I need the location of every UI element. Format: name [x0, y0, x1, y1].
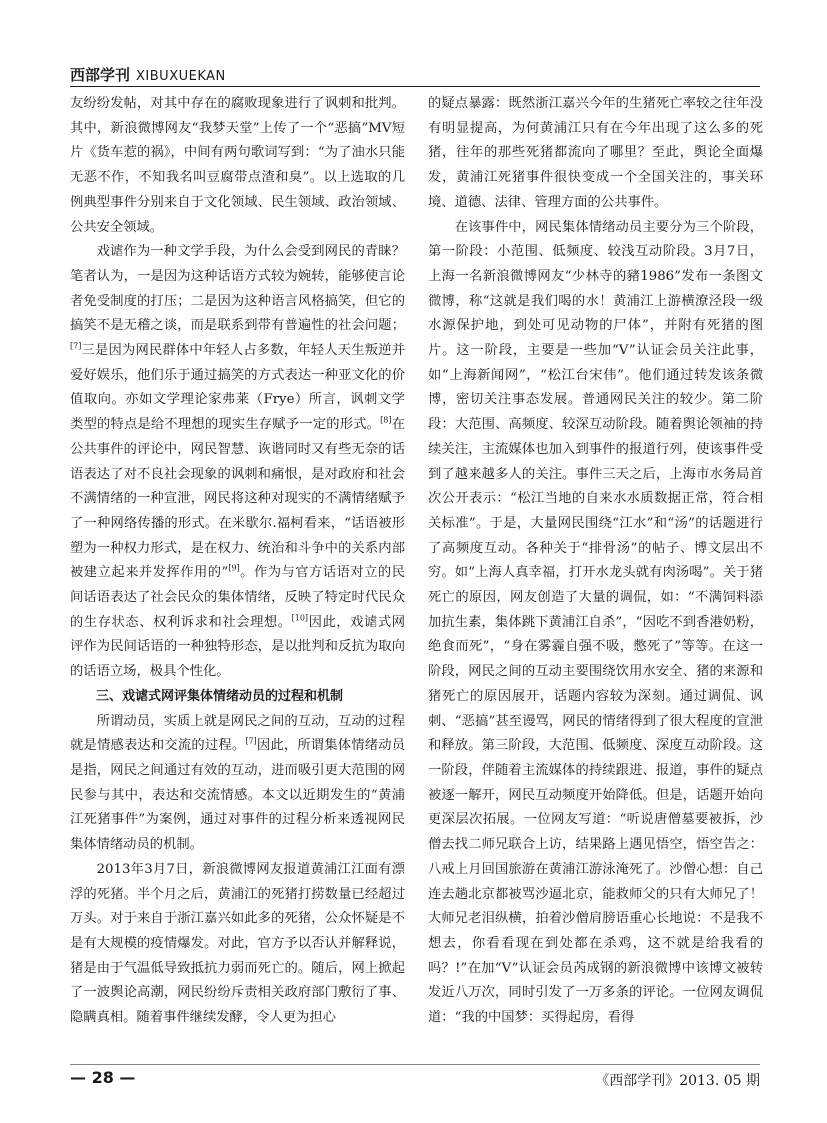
page-number: — 28 —: [70, 1068, 136, 1087]
footer-rule: [70, 1064, 760, 1065]
page-footer: [70, 1068, 760, 1094]
right-paragraph-1: 的疑点暴露：既然浙江嘉兴今年的生猪死亡率较之往年没有明显提高，为何黄浦江只有在今年出现了这么多的死猪，往年的那些死猪都流向了哪里？至此，舆论全面爆发，黄浦江死猪事件很快变成一个全国关注的，事关环境、道德、法律、管理方面的公共事件。: [428, 96, 763, 210]
citation: [7]: [245, 736, 257, 746]
right-paragraph-2: 在该事件中，网民集体情绪动员主要分为三个阶段，第一阶段：小范围、低频度、较浅互动阶段。3月7日，上海一名新浪微博网友“少林寺的豬1986”发布一条图文微博，称“这就是我们喝的水！黄浦江上游横潦泾段一级水源保护地，到处可见动物的尸体”，并附有死猪的图片。这一阶段，主要是一些加“V”认证会员关注此事，如“上海新闻网”，“松江台宋伟”。他们通过转发该条微博，密切关注事态发展。普通网民关注的较少。第二阶段：大范围、高频度、较深互动阶段。随着舆论领袖的持续关注，主流媒体也加入到事件的报道行列，使该事件受到了越来越多人的关注。事件三天之后，上海市水务局首次公开表示：“松江当地的自来水水质数据正常，符合相关标准”。于是，大量网民围绕“江水”和“汤”的话题进行了高频度互动。各种关于“排骨汤”的帖子、博文层出不穷。如“上海人真幸福，打开水龙头就有肉汤喝”。关于猪死亡的原因，网友创造了大量的调侃，如：“不满饲料添加抗生素，集体跳下黄浦江自杀”，“因吃不到香港奶粉，绝食而死”，“身在雾霾自强不吸，憋死了”等等。在这一阶段，网民之间的互动主要围绕饮用水安全、猪的来源和猪死亡的原因展开，话题内容较为深刻。通过调侃、讽刺、“恶搞”甚至谩骂，网民的情绪得到了很大程度的宣泄和释放。第三阶段，大范围、低频度、深度互动阶段。这一阶段，伴随着主流媒体的持续跟进、报道，事件的疑点被逐一解开，网民互动频度开始降低。但是，话题开始向更深层次拓展。一位网友写道：“听说唐僧墓要被拆，沙僧去找二师兄联合上访，结果路上遇见悟空，悟空告之：八戒上月回国旅游在黄浦江游泳淹死了。沙僧心想：自己连去趟北京都被骂沙逼北京，能救师父的只有大师兄了！大师兄老泪纵横，拍着沙僧肩膀语重心长地说：不是我不想去，你看看现在到处都在杀鸡，这不就是给我看的吗？!”在加“V”认证会员芮成钢的新浪微博中该博文被转发近八万次，同时引发了一万多条的评论。一位网友调侃道：“我的中国梦：买得起房，看得: [428, 219, 763, 1026]
left-paragraph-1: 友纷纷发帖，对其中存在的腐败现象进行了讽刺和批判。其中，新浪微博网友“我梦天堂”上传了一个“恶搞”MV短片《货车惹的祸》，中间有两句歌词写到：“为了油水只能无恶不作，不知我名叫豆腐带点渣和臭”。以上选取的几例典型事件分别来自于文化领域、民生领域、政治领域、公共安全领域。: [70, 96, 405, 235]
citation: [9]: [228, 563, 240, 573]
section-heading: 三、戏谑式网评集体情绪动员的过程和机制: [96, 688, 344, 704]
journal-title-en: XIBUXUEKAN: [136, 69, 226, 84]
left-paragraph-2: 戏谑作为一种文学手段，为什么会受到网民的青睐？笔者认为，一是因为这种话语方式较为婉转，能够使言论者免受制度的打压；二是因为这种语言风格搞笑，但它的搞笑不是无稽之谈，而是联系到带有普遍性的社会问题；[7]三是因为网民群体中年轻人占多数，年轻人天生叛逆并爱好娱乐，他们乐于通过搞笑的方式表达一种亚文化的价值取向。亦如文学理论家弗莱（Frye）所言，讽刺文学类型的特点是给不理想的现实生存赋予一定的形式。[8]在公共事件的评论中，网民智慧、诙谐同时又有些无奈的话语表达了对不良社会现象的讽刺和痛恨，是对政府和社会不满情绪的一种宣泄，网民将这种对现实的不满情绪赋予了一种网络传播的形式。在米歇尔.福柯看来，“话语被形塑为一种权力形式，是在权力、统治和斗争中的关系内部被建立起来并发挥作用的”[9]。作为与官方话语对立的民间话语表达了社会民众的集体情绪，反映了特定时代民众的生存状态、权利诉求和社会理想。[10]因此，戏谑式网评作为民间话语的一种独特形态，是以批判和反抗为取向的话语立场，极具个性化。: [70, 244, 406, 680]
citation: [10]: [291, 613, 309, 623]
left-paragraph-3: 所谓动员，实质上就是网民之间的互动，互动的过程就是情感表达和交流的过程。[7]因此，所谓集体情绪动员是指，网民之间通过有效的互动，进而吸引更大范围的网民参与其中，表达和交流情感。本文以近期发生的“黄浦江死猪事件”为案例，通过对事件的过程分析来透视网民集体情绪动员的机制。: [70, 713, 406, 853]
left-column: [70, 92, 405, 1031]
citation: [7]: [70, 341, 82, 351]
running-header: [70, 64, 760, 86]
issue-info: 《西部学刊》2013. 05 期: [595, 1073, 760, 1089]
citation: [8]: [380, 415, 392, 425]
left-paragraph-4: 2013年3月7日，新浪微博网友报道黄浦江江面有漂浮的死猪。半个月之后，黄浦江的死猪打捞数量已经超过万头。对于来自于浙江嘉兴如此多的死猪，公众怀疑是不是有大规模的疫情爆发。对此，官方予以否认并解释说，猪是由于气温低导致抵抗力弱而死亡的。随后，网上掀起了一波舆论高潮，网民纷纷斥责相关政府部门敷衍了事、隐瞒真相。随着事件继续发酵，令人更为担心: [70, 861, 405, 1026]
journal-title-cn: 西部学刊: [70, 66, 131, 84]
right-column: [428, 92, 763, 1031]
header-rule: [70, 86, 760, 87]
